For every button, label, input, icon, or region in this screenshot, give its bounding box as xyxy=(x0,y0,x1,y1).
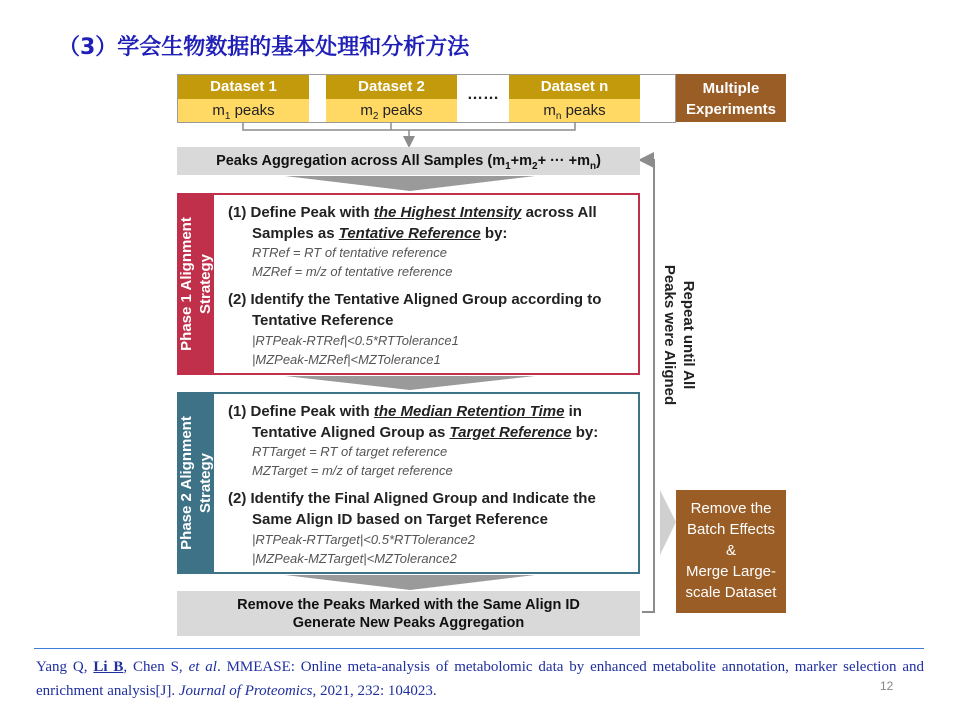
phase1-step1: (1) Define Peak with the Highest Intensity across All xyxy=(228,204,597,221)
phase2-formula-rt-tolerance: |RTPeak-RTTarget|<0.5*RTTolerance2 xyxy=(252,532,475,547)
phase2-step2: (2) Identify the Final Aligned Group and Indicate the xyxy=(228,490,596,507)
dataset-n-header: Dataset n xyxy=(509,75,640,99)
phase2-formula-rttarget: RTTarget = RT of target reference xyxy=(252,444,448,459)
phase1-step2-cont: Tentative Reference xyxy=(252,312,394,329)
dataset-2-header: Dataset 2 xyxy=(326,75,457,99)
phase2-formula-mz-tolerance: |MZPeak-MZTarget|<MZTolerance2 xyxy=(252,551,457,566)
final-bar-line1: Remove the Peaks Marked with the Same Align ID xyxy=(237,597,580,613)
repeat-loop-line xyxy=(642,160,654,612)
phase2-step1-cont: Tentative Aligned Group as Target Reference by: xyxy=(252,424,599,441)
down-arrow-2 xyxy=(285,376,535,390)
phase2-label: Phase 2 Alignment Strategy xyxy=(177,392,214,574)
footer-divider xyxy=(34,648,924,649)
dataset-n-peaks: $m_n$ peaks xyxy=(509,99,640,122)
dataset-2-peaks: $m_2$ peaks xyxy=(326,99,457,122)
phase2-formula-mztarget: MZTarget = m/z of target reference xyxy=(252,463,453,478)
phase1-label: Phase 1 Alignment Strategy xyxy=(177,193,214,375)
phase1-formula-rt-tolerance: |RTPeak-RTRef|<0.5*RTTolerance1 xyxy=(252,333,459,348)
dataset-1-header: Dataset 1 xyxy=(178,75,309,99)
dataset-ellipsis: …… xyxy=(467,86,499,103)
phase1-step1-cont: Samples as Tentative Reference by: xyxy=(252,225,508,242)
highlighted-author: Li B xyxy=(93,659,124,675)
right-arrow xyxy=(660,490,676,555)
phase1-formula-rtref: RTRef = RT of tentative reference xyxy=(252,245,447,260)
dataset-1-peaks: $m_1$ peaks xyxy=(178,99,309,122)
merge-bracket xyxy=(243,122,575,130)
page-number: 12 xyxy=(880,679,894,693)
peaks-aggregation-bar: Peaks Aggregation across All Samples ($m_1+m_2+$ ··· $+m_n$) xyxy=(177,147,640,175)
phase1-formula-mz-tolerance: |MZPeak-MZRef|<MZTolerance1 xyxy=(252,352,441,367)
remove-batch-effects-box: Remove the Batch Effects & Merge Large- scale Dataset xyxy=(676,490,786,613)
multiple-experiments-line1: Multiple xyxy=(702,80,760,97)
final-bar-line2: Generate New Peaks Aggregation xyxy=(292,615,525,631)
phase2-step1: (1) Define Peak with the Median Retention Time in xyxy=(228,403,582,420)
down-arrow-1 xyxy=(285,176,535,191)
repeat-label: Repeat until All Peaks were Aligned xyxy=(661,264,697,406)
multiple-experiments-line2: Experiments xyxy=(685,101,777,118)
final-aggregation-bar xyxy=(177,591,640,636)
phase1-step2: (2) Identify the Tentative Aligned Group according to xyxy=(228,291,602,308)
slide-title: （3）学会生物数据的基本处理和分析方法 xyxy=(58,35,470,60)
citation: Yang Q, Li B, Chen S, et al. MMEASE: Online meta-analysis of metabolomic data by enhanced metabolite annotation, marker selection and enrichment analysis[J]. Journal of Proteomics, 2021, 232: 104023. xyxy=(36,659,924,699)
phase1-formula-mzref: MZRef = m/z of tentative reference xyxy=(252,264,453,279)
phase2-step2-cont: Same Align ID based on Target Reference xyxy=(252,511,548,528)
down-arrow-3 xyxy=(285,575,535,590)
